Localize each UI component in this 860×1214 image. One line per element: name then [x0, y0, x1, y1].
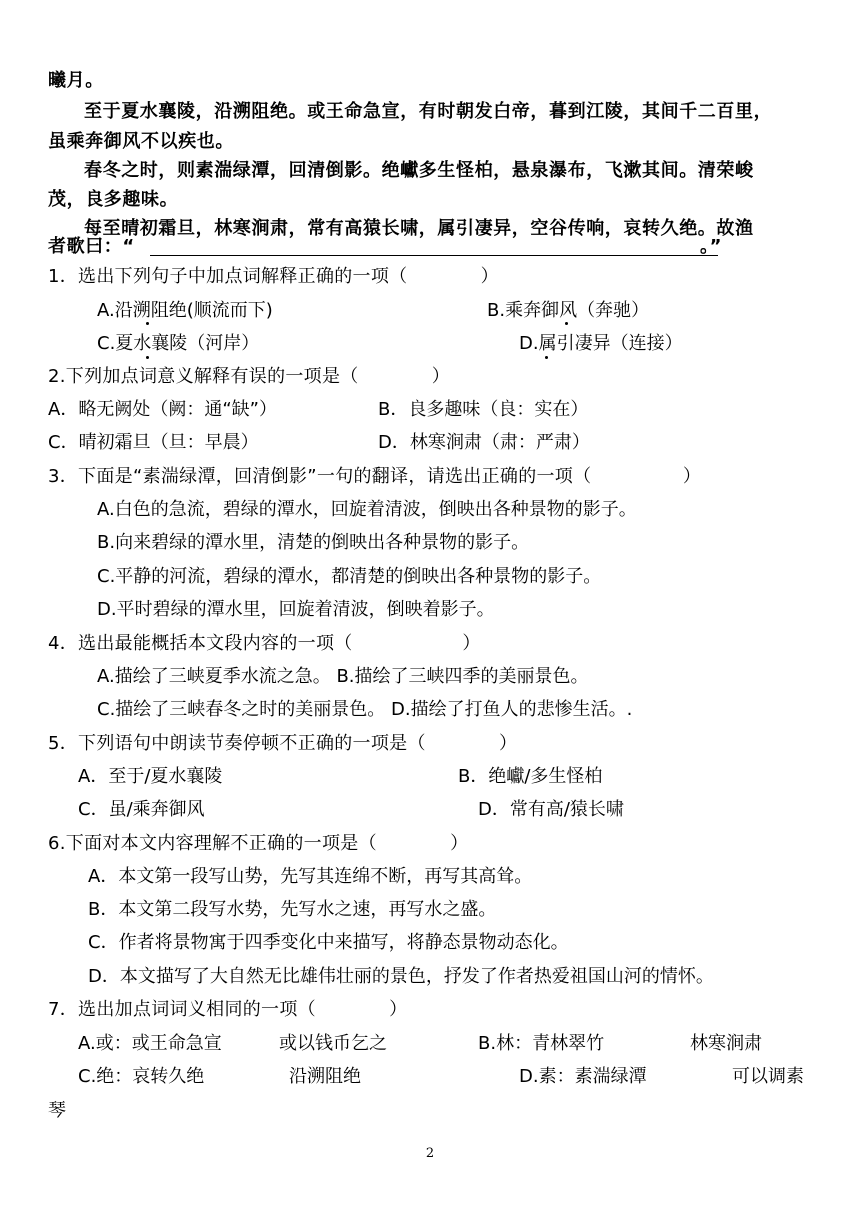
question-1-option-c: C.夏水襄陵（河岸） — [97, 333, 260, 354]
question-1-option-b: B.乘奔御风（奔驰） — [487, 300, 650, 321]
passage-line-2: 至于夏水襄陵，沿溯阻绝。或王命急宣，有时朝发白帝，暮到江陵，其间千二百里， — [84, 101, 773, 122]
question-6-option-a: A．本文第一段写山势，先写其连绵不断，再写其高耸。 — [88, 866, 533, 887]
question-3-option-a: A.白色的急流，碧绿的潭水，回旋着清波，倒映出各种景物的影子。 — [97, 499, 637, 520]
question-7-option-a-second: 或以钱币乞之 — [279, 1033, 387, 1054]
passage-line-7-left: 者歌曰：“ — [48, 236, 135, 257]
emphasis-dot — [565, 322, 568, 325]
question-7-option-d: D.素：素湍绿潭 — [519, 1066, 647, 1087]
question-5-option-b: B．绝巘/多生怪柏 — [458, 766, 603, 787]
question-3-stem: 3．下面是“素湍绿潭，回清倒影”一句的翻译，请选出正确的一项（ ） — [48, 466, 702, 487]
question-5-option-c: C．虽/乘奔御风 — [78, 799, 205, 820]
question-1-option-a: A.沿溯阻绝(顺流而下) — [97, 300, 273, 321]
question-1-option-d: D.属引凄异（连接） — [519, 333, 683, 354]
question-3-option-d: D.平时碧绿的潭水里，回旋着清波，倒映着影子。 — [97, 599, 495, 620]
question-6-stem: 6.下面对本文内容理解不正确的一项是（ ） — [48, 833, 469, 854]
question-4-stem: 4．选出最能概括本文段内容的一项（ ） — [48, 633, 481, 654]
passage-line-3: 虽乘奔御风不以疾也。 — [48, 131, 234, 152]
question-5-option-d: D．常有高/猿长啸 — [478, 799, 624, 820]
emphasis-dot — [545, 356, 548, 359]
passage-line-1: 曦月。 — [48, 70, 104, 91]
question-2-option-a: A．略无阙处（阙：通“缺”） — [48, 399, 277, 420]
question-7-option-a: A.或：或王命急宣 — [78, 1033, 222, 1054]
question-2-option-b: B．良多趣味（良：实在） — [378, 399, 589, 420]
question-5-option-a: A．至于/夏水襄陵 — [78, 766, 223, 787]
question-1-stem: 1．选出下列句子中加点词解释正确的一项（ ） — [48, 266, 499, 287]
question-4-options-cd: C.描绘了三峡春冬之时的美丽景色。 D.描绘了打鱼人的悲惨生活。. — [97, 699, 633, 720]
question-2-option-d: D．林寒涧肃（肃：严肃） — [378, 432, 590, 453]
question-4-options-ab: A.描绘了三峡夏季水流之急。 B.描绘了三峡四季的美丽景色。 — [97, 666, 589, 687]
emphasis-dot — [146, 322, 149, 325]
question-7-option-c: C.绝：哀转久绝 — [78, 1066, 205, 1087]
question-5-stem: 5．下列语句中朗读节奏停顿不正确的一项是（ ） — [48, 733, 518, 754]
question-7-option-b: B.林：青林翠竹 — [478, 1033, 605, 1054]
question-3-option-b: B.向来碧绿的潭水里，清楚的倒映出各种景物的影子。 — [97, 532, 530, 553]
page-number: 2 — [425, 1146, 435, 1161]
answer-blank-line — [150, 255, 718, 256]
question-7-wrap: 琴 — [48, 1100, 66, 1121]
question-7-option-b-second: 林寒涧肃 — [690, 1033, 762, 1054]
passage-line-7-right: 。” — [700, 236, 723, 257]
question-6-option-d: D．本文描写了大自然无比雄伟壮丽的景色，抒发了作者热爱祖国山河的情怀。 — [88, 966, 714, 987]
question-6-option-b: B．本文第二段写水势，先写水之速，再写水之盛。 — [88, 899, 497, 920]
passage-line-4: 春冬之时，则素湍绿潭，回清倒影。绝巘多生怪柏，悬泉瀑布，飞漱其间。清荣峻 — [84, 160, 754, 181]
question-2-stem: 2.下列加点词意义解释有误的一项是（ ） — [48, 366, 451, 387]
question-2-option-c: C．晴初霜旦（旦：早晨） — [48, 432, 259, 453]
question-3-option-c: C.平静的河流，碧绿的潭水，都清楚的倒映出各种景物的影子。 — [97, 566, 602, 587]
passage-line-5: 茂，良多趣味。 — [48, 189, 179, 210]
question-7-option-c-second: 沿溯阻绝 — [289, 1066, 361, 1087]
question-7-stem: 7．选出加点词词义相同的一项（ ） — [48, 999, 408, 1020]
question-6-option-c: C．作者将景物寓于四季变化中来描写，将静态景物动态化。 — [88, 932, 569, 953]
passage-line-6: 每至晴初霜旦，林寒涧肃，常有高猿长啸，属引凄异，空谷传响，哀转久绝。故渔 — [84, 218, 754, 239]
emphasis-dot — [146, 356, 149, 359]
question-7-option-d-second: 可以调素 — [732, 1066, 804, 1087]
